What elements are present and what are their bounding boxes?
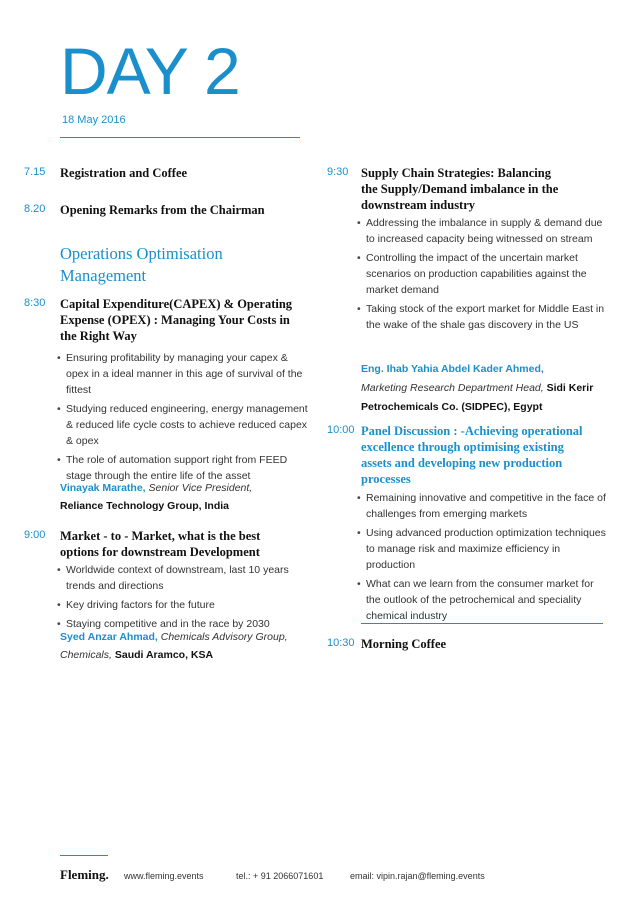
time-9-30: 9:30 bbox=[327, 166, 349, 178]
capex-opex-title: Capital Expenditure(CAPEX) & Operating Expense (OPEX) : Managing Your Costs in the Right Way bbox=[60, 297, 293, 343]
time-8-20: 8.20 bbox=[24, 203, 46, 215]
list-item: • Key driving factors for the future bbox=[57, 597, 313, 613]
capex-bullets bbox=[57, 350, 313, 487]
list-item: • Ensuring profitability by managing your capex & opex in a ideal manner in this age of survival of the fittest bbox=[57, 350, 313, 398]
supply-chain-bullets bbox=[357, 215, 607, 336]
market-title: Market - to - Market, what is the best options for downstream Development bbox=[60, 529, 261, 559]
panel-discussion-title: Panel Discussion : -Achieving operational excellence through optimising existing assets and developing new production processes bbox=[361, 424, 583, 486]
footer-phone: tel.: + 91 2066071601 bbox=[236, 871, 324, 881]
day-heading: DAY 2 bbox=[60, 34, 240, 108]
time-7-15: 7.15 bbox=[24, 166, 46, 178]
footer-website-link[interactable]: www.fleming.events bbox=[124, 871, 204, 881]
right-divider bbox=[361, 623, 603, 624]
list-item: • Worldwide context of downstream, last 10 years trends and directions bbox=[57, 562, 313, 594]
time-8-30: 8:30 bbox=[24, 297, 46, 309]
footer-divider bbox=[60, 855, 108, 856]
speaker-vinayak: Vinayak Marathe, Senior Vice President, Reliance Technology Group, India bbox=[60, 482, 253, 512]
header-divider bbox=[60, 137, 300, 138]
fleming-logo: Fleming. bbox=[60, 867, 109, 882]
list-item: • Taking stock of the export market for Middle East in the wake of the shale gas discovery in the US bbox=[357, 301, 607, 333]
speaker-syed: Syed Anzar Ahmad, Chemicals Advisory Group, Chemicals, Saudi Aramco, KSA bbox=[60, 631, 288, 661]
supply-chain-title: Supply Chain Strategies: Balancing the Supply/Demand imbalance in the downstream industry bbox=[361, 166, 559, 212]
list-item: • The role of automation support right from FEED stage through the entire life of the asset bbox=[57, 452, 313, 484]
time-10-30: 10:30 bbox=[327, 637, 355, 649]
registration-title: Registration and Coffee bbox=[60, 166, 188, 180]
list-item: • Controlling the impact of the uncertain market scenarios on production capabilities against the market demand bbox=[357, 250, 607, 298]
time-10-00: 10:00 bbox=[327, 424, 355, 436]
list-item: • What can we learn from the consumer market for the outlook of the petrochemical and speciality chemical industry bbox=[357, 576, 607, 624]
market-bullets bbox=[57, 562, 313, 635]
list-item: • Studying reduced engineering, energy management & reduced life cycle costs to achieve reduced capex & opex bbox=[57, 401, 313, 449]
list-item: • Using advanced production optimization techniques to manage risk and maximize efficiency in production bbox=[357, 525, 607, 573]
list-item: • Addressing the imbalance in supply & demand due to increased capacity being witnessed on stream bbox=[357, 215, 607, 247]
morning-coffee-title: Morning Coffee bbox=[361, 637, 447, 651]
time-9-00: 9:00 bbox=[24, 529, 46, 541]
event-date: 18 May 2016 bbox=[62, 114, 126, 126]
footer-email-link[interactable]: email: vipin.rajan@fleming.events bbox=[350, 871, 485, 881]
panel-bullets bbox=[357, 490, 607, 627]
opening-remarks-title: Opening Remarks from the Chairman bbox=[60, 203, 265, 217]
speaker-ihab: Eng. Ihab Yahia Abdel Kader Ahmed, Marketing Research Department Head, Sidi Kerir Petrochemicals Co. (SIDPEC), Egypt bbox=[361, 363, 594, 413]
list-item: • Staying competitive and in the race by 2030 bbox=[57, 616, 313, 632]
section-heading: Operations Optimisation Management bbox=[60, 244, 223, 285]
list-item: • Remaining innovative and competitive in the face of challenges from emerging markets bbox=[357, 490, 607, 522]
